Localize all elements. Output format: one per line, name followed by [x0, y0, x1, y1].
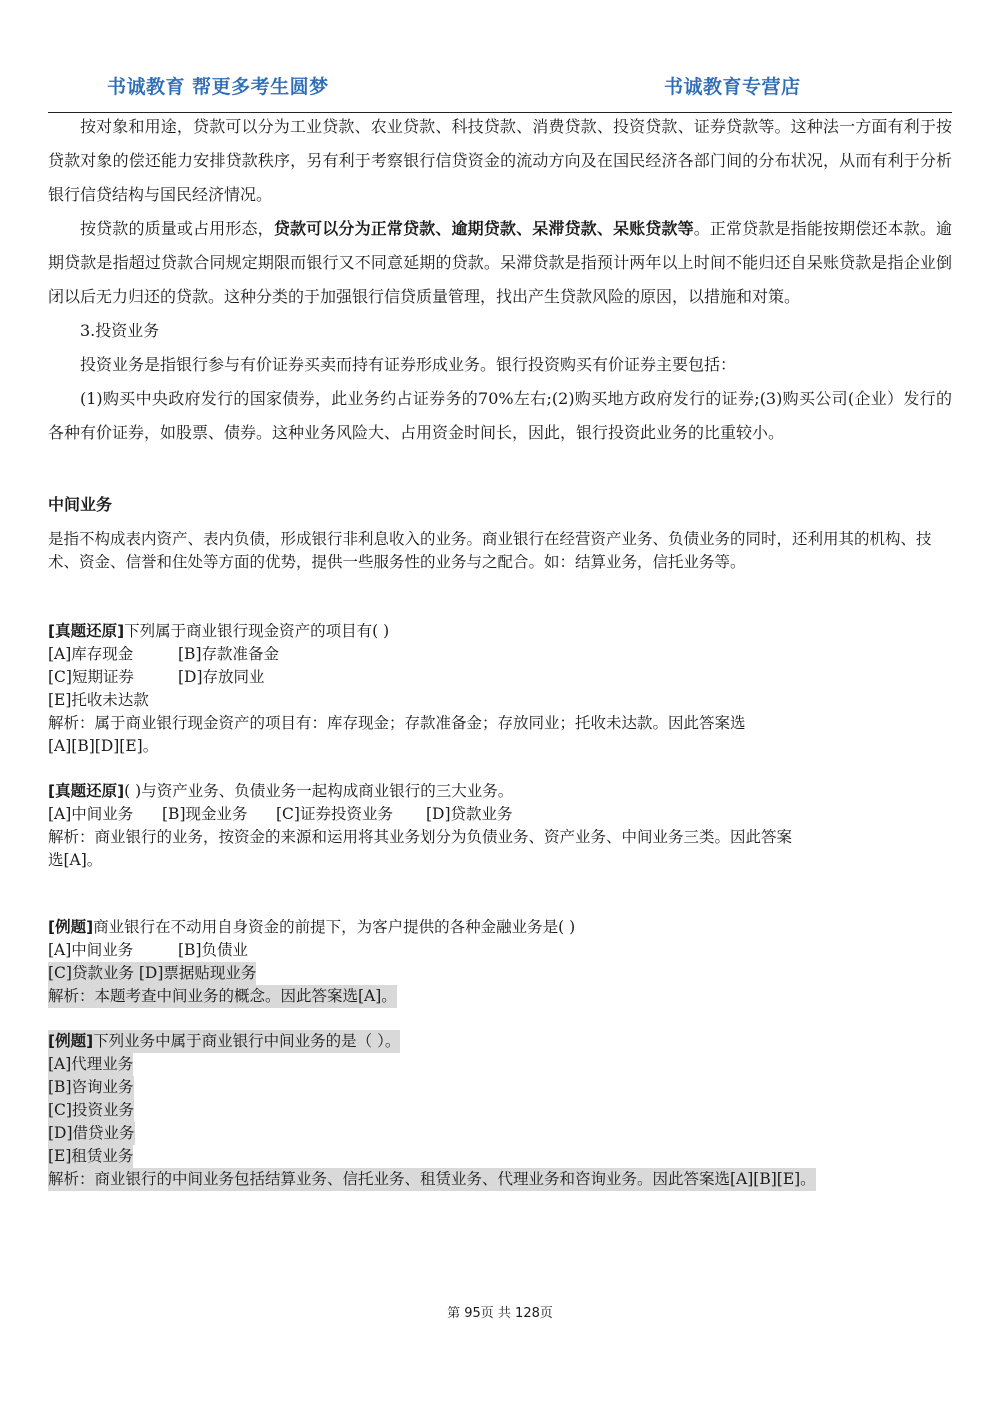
question-4-option-c: [C]投资业务	[48, 1099, 134, 1122]
question-3-text: 商业银行在不动用自身资金的前提下，为客户提供的各种金融业务是( )	[93, 918, 576, 936]
question-2-analysis: 解析：商业银行的业务，按资金的来源和运用将其业务划分为负债业务、资产业务、中间业务三类。因此答案	[48, 828, 793, 846]
question-3-analysis: 解析：本题考查中间业务的概念。因此答案选[A]。	[48, 985, 397, 1008]
question-3	[48, 916, 952, 1008]
question-4-stem	[48, 1030, 952, 1053]
question-1-option-b: [B]存款准备金	[178, 645, 279, 663]
question-1-option-c: [C]短期证券	[48, 668, 134, 686]
question-2	[48, 780, 952, 872]
question-3-options-cd	[48, 962, 952, 985]
question-2-stem	[48, 780, 952, 803]
question-1-text: 下列属于商业银行现金资产的项目有( )	[124, 622, 390, 640]
question-4-tag: [例题]	[48, 1032, 94, 1050]
question-2-text: ( )与资产业务、负债业务一起构成商业银行的三大业务。	[124, 782, 514, 800]
question-4-analysis: 解析：商业银行的中间业务包括结算业务、信托业务、租赁业务、代理业务和咨询业务。因此答案选[A][B][E]。	[48, 1168, 816, 1191]
page-number: 第 95页 共 128页	[447, 1306, 553, 1321]
question-1-options-ab	[48, 643, 952, 666]
question-4-text: 下列业务中属于商业银行中间业务的是（ ）。	[93, 1032, 401, 1050]
paragraph-loan-by-quality	[48, 212, 952, 314]
header-left-title: 书诚教育 帮更多考生圆梦	[107, 76, 329, 98]
question-4-option-a-line	[48, 1053, 952, 1076]
paragraph-loan-quality-pre: 按贷款的质量或占用形态，	[80, 219, 274, 238]
question-4-option-e: [E]租赁业务	[48, 1145, 133, 1168]
question-1-tag: [真题还原]	[48, 622, 125, 640]
question-4-option-a: [A]代理业务	[48, 1053, 133, 1076]
question-1-options-cd	[48, 666, 952, 689]
question-4-option-b: [B]咨询业务	[48, 1076, 134, 1099]
question-4-option-d: [D]借贷业务	[48, 1122, 135, 1145]
question-1-option-a: [A]库存现金	[48, 645, 134, 663]
question-1-option-e: [E]托收未达款	[48, 691, 149, 709]
question-1-stem	[48, 620, 952, 643]
question-4-analysis-line	[48, 1168, 952, 1191]
question-4-option-d-line	[48, 1122, 952, 1145]
question-2-option-b: [B]现金业务	[162, 805, 248, 823]
question-3-option-cd: [C]贷款业务 [D]票据贴现业务	[48, 962, 256, 985]
header-right-title: 书诚教育专营店	[664, 76, 801, 98]
page-content	[48, 112, 952, 1191]
question-4	[48, 1030, 952, 1191]
question-3-option-b: [B]负债业	[178, 941, 248, 959]
question-4-option-c-line	[48, 1099, 952, 1122]
question-1	[48, 620, 952, 758]
question-2-option-c: [C]证券投资业务	[276, 805, 393, 823]
question-3-options-ab	[48, 939, 952, 962]
heading-investment-business: 3.投资业务	[80, 321, 160, 340]
question-2-options	[48, 803, 952, 826]
question-1-answer: [A][B][D][E]。	[48, 737, 159, 755]
question-1-option-d: [D]存放同业	[178, 668, 265, 686]
question-2-option-a: [A]中间业务	[48, 805, 134, 823]
question-3-option-a: [A]中间业务	[48, 941, 134, 959]
section-body-intermediary: 是指不构成表内资产、表内负债，形成银行非利息收入的业务。商业银行在经营资产业务、负债业务的同时，还利用其的机构、技术、资金、信誉和住处等方面的优势，提供一些服务性的业务与之配合。如：结算业务，信托业务等。	[48, 530, 932, 571]
paragraph-investment-items: (1)购买中央政府发行的国家债券，此业务约占证券务的70%左右;(2)购买地方政府发行的证券;(3)购买公司(企业）发行的各种有价证券，如股票、债券。这种业务风险大、占用资金时间长，因此，银行投资此业务的比重较小。	[48, 389, 952, 442]
question-4-option-b-line	[48, 1076, 952, 1099]
question-2-answer: 选[A]。	[48, 851, 103, 869]
question-2-tag: [真题还原]	[48, 782, 125, 800]
section-title-intermediary: 中间业务	[48, 495, 113, 514]
paragraph-loan-quality-bold: 贷款可以分为正常贷款、逾期贷款、呆滞贷款、呆账贷款等	[273, 219, 694, 238]
paragraph-loan-by-purpose: 按对象和用途，贷款可以分为工业贷款、农业贷款、科技贷款、消费贷款、投资贷款、证券贷款等。这种法一方面有利于按贷款对象的偿还能力安排贷款秩序，另有利于考察银行信贷资金的流动方向及在国民经济各部门间的分布状况，从而有利于分析银行信贷结构与国民经济情况。	[48, 117, 952, 204]
paragraph-loan-quality-post: 。正常贷款是指能按期偿还本款。逾期贷款是指超过贷款合同规定期限而银行又不同意延期的贷款。呆滞贷款是指预计两年以上时间不能归还自呆账贷款是指企业倒闭以后无力归还的贷款。这种分类的于加强银行信贷质量管理，找出产生贷款风险的原因，以措施和对策。	[48, 219, 952, 306]
question-3-analysis-line	[48, 985, 952, 1008]
question-3-tag: [例题]	[48, 918, 94, 936]
question-3-stem	[48, 916, 952, 939]
paragraph-investment-definition: 投资业务是指银行参与有价证券买卖而持有证券形成业务。银行投资购买有价证券主要包括：	[80, 355, 737, 374]
question-1-analysis: 解析：属于商业银行现金资产的项目有：库存现金；存款准备金；存放同业；托收未达款。因此答案选	[48, 714, 746, 732]
question-4-option-e-line	[48, 1145, 952, 1168]
question-4-stem-highlight	[48, 1030, 400, 1053]
question-2-option-d: [D]贷款业务	[426, 805, 513, 823]
